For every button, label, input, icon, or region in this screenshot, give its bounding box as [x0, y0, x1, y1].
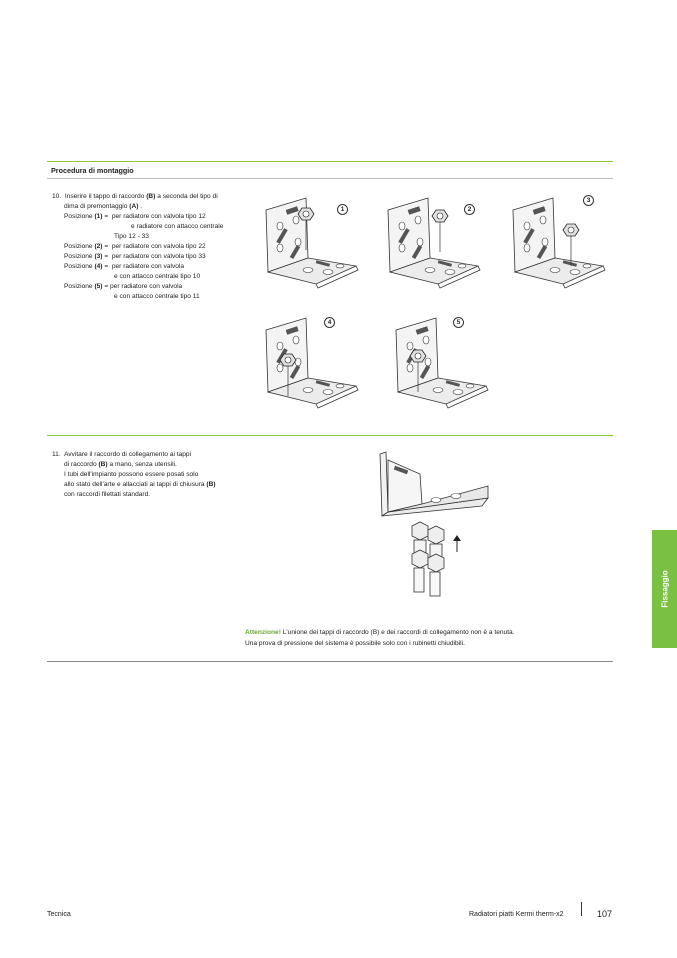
figure-label-4: 4 — [324, 317, 335, 328]
up-arrow-icon — [453, 535, 461, 553]
bracket-illustration — [258, 316, 368, 416]
position-row: e con attacco centrale tipo 11 — [114, 293, 200, 300]
step-11-line-4: allo stato dell'arte e allacciati ai tappi di chiusura (B) — [64, 481, 216, 488]
step-divider — [47, 435, 613, 436]
position-row: Posizione (2) = per radiatore con valvola tipo 22 — [64, 243, 206, 250]
position-row: Posizione (1) = per radiatore con valvola tipo 12 — [64, 213, 206, 220]
figure-label-1: 1 — [337, 204, 348, 215]
step-10-line-1: 10. Inserire il tappo di raccordo (B) a seconda del tipo di — [52, 193, 218, 200]
bracket-illustration — [258, 196, 368, 296]
step-11-line-2: di raccordo (B) a mano, senza utensili. — [64, 461, 177, 468]
warning-line-2: Una prova di pressione del sistema è possibile solo con i rubinetti chiudibili. — [245, 640, 465, 647]
step-11-text — [52, 450, 216, 500]
warning-line-1: Attenzione! L'unione dei tappi di raccordo (B) e dei raccordi di collegamento non è a tenuta. — [245, 629, 515, 636]
position-row: Posizione (5) = per radiatore con valvola — [64, 283, 183, 290]
figure-label-5: 5 — [453, 317, 464, 328]
connector-illustration — [376, 450, 496, 600]
section-header-divider — [47, 178, 613, 179]
figure-label-2: 2 — [464, 204, 475, 215]
section-bottom-rule — [47, 661, 613, 662]
step-11-line-3: I tubi dell'impianto possono essere posati solo — [64, 471, 199, 478]
figure-label-3: 3 — [583, 195, 594, 206]
step-10-line-2: dima di premontaggio (A) . — [64, 203, 143, 210]
bracket-illustration — [388, 316, 498, 416]
section-title: Procedura di montaggio — [51, 166, 134, 175]
chapter-side-tab[interactable] — [652, 530, 677, 648]
position-row: Posizione (3) = per radiatore con valvola tipo 33 — [64, 253, 206, 260]
footer-title: Radiatori piatti Kermi therm-x2 — [469, 911, 564, 918]
position-row: e con attacco centrale tipo 10 — [114, 273, 201, 280]
side-tab-label: Fissaggio — [660, 570, 669, 608]
position-row: Tipo 12 - 33 — [114, 233, 149, 240]
section-top-rule — [47, 161, 613, 162]
position-row: Posizione (4) = per radiatore con valvola — [64, 263, 185, 270]
footer-left: Tecnica — [47, 911, 71, 918]
page-number: 107 — [597, 909, 613, 919]
footer-separator — [581, 902, 582, 916]
step-11-line-5: con raccordi filettati standard. — [64, 491, 151, 498]
position-row: e radiatore con attacco centrale — [131, 223, 224, 230]
step-10-text — [52, 192, 223, 302]
bracket-illustration — [505, 196, 615, 296]
step-11-line-1: 11. Avvitare il raccordo di collegamento ai tappi — [52, 451, 192, 458]
